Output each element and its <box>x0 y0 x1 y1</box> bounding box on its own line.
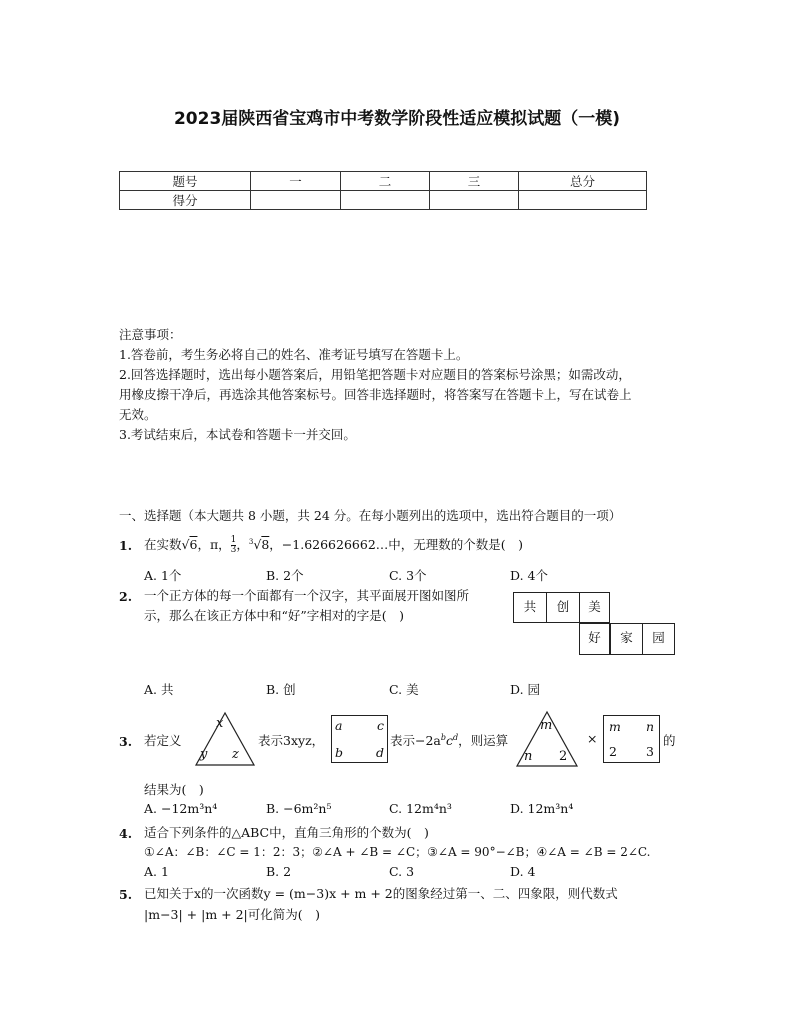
q3-text: 表示−2a <box>390 733 441 748</box>
rect1-bl: b <box>335 745 344 760</box>
option-b: B. 2 <box>266 864 292 879</box>
net-cell-chuang: 创 <box>546 592 580 623</box>
notice-heading: 注意事项： <box>119 327 182 342</box>
q4-line2: ①∠A：∠B：∠C = 1：2：3；②∠A + ∠B = ∠C；③∠A = 90°−∠B；④∠A = ∠B = 2∠C. <box>144 845 651 859</box>
question-2-stem <box>144 586 469 626</box>
option-c: C. 3个 <box>389 568 427 583</box>
option-c: C. 12m⁴n³ <box>389 801 452 816</box>
sqrt6-expression: √6 <box>181 537 198 552</box>
score-table-score-row <box>120 191 647 210</box>
notice-line: 用橡皮擦干净后，再选涂其他答案标号。回答非选择题时，将答案写在答题卡上，写在试卷上 <box>119 387 632 402</box>
q1-text: ，−1.626626662…中，无理数的个数是( ) <box>269 537 524 552</box>
score-header-cell: 一 <box>251 172 341 191</box>
question-number: 3. <box>119 734 133 749</box>
option-d: D. 4个 <box>510 568 548 583</box>
option-b: B. 创 <box>266 682 296 697</box>
net-cell-yuan: 园 <box>642 623 675 655</box>
option-d: D. 12m³n⁴ <box>510 801 574 816</box>
page-title: 2023届陕西省宝鸡市中考数学阶段性适应模拟试题（一模) <box>173 109 621 129</box>
score-header-cell: 题号 <box>120 172 251 191</box>
rect2-tl: m <box>609 719 621 734</box>
notice-line: 无效。 <box>119 407 157 422</box>
net-cell-jia: 家 <box>610 623 643 655</box>
score-cell <box>341 191 430 210</box>
q2-line: 示，那么在该正方体中和“好”字相对的字是( ) <box>144 608 405 623</box>
tri2-left-label: n <box>524 749 533 764</box>
q3-formula <box>390 731 508 749</box>
section-title: 一、选择题（本大题共 8 小题，共 24 分。在每小题列出的选项中，选出符合题目的一项） <box>119 508 622 523</box>
option-b: B. −6m²n⁵ <box>266 801 332 816</box>
question-number: 2. <box>119 589 133 604</box>
rect1-tl: a <box>335 718 343 733</box>
option-a: A. −12m³n⁴ <box>144 801 218 816</box>
question-1-stem <box>144 535 523 555</box>
matrix-box-mn23 <box>603 715 660 763</box>
tri2-top-label: m <box>540 718 553 733</box>
option-a: A. 共 <box>144 682 174 697</box>
rect2-tr: n <box>645 719 654 734</box>
rect1-tr: c <box>376 718 384 733</box>
score-cell <box>251 191 341 210</box>
tri1-left-label: y <box>200 747 208 762</box>
fraction-one-third: $\frac{1}{3}$ <box>230 535 237 555</box>
tri1-right-label: z <box>232 747 239 762</box>
net-cell-mei: 美 <box>579 592 610 623</box>
q3-text: 的 <box>663 733 676 748</box>
option-c: C. 美 <box>389 682 419 697</box>
score-header-cell: 二 <box>341 172 430 191</box>
option-a: A. 1个 <box>144 568 182 583</box>
option-b: B. 2个 <box>266 568 304 583</box>
notice-line: 2.回答选择题时，选出每小题答案后，用铅笔把答题卡对应题目的答案标号涂黑；如需改动， <box>119 367 631 382</box>
notice-line: 3.考试结束后，本试卷和答题卡一并交回。 <box>119 427 356 442</box>
q1-text: 在实数 <box>144 537 182 552</box>
score-cell <box>519 191 647 210</box>
score-header-cell: 总分 <box>519 172 647 191</box>
score-table-header-row <box>120 172 647 191</box>
score-cell <box>430 191 519 210</box>
q4-line1: 适合下列条件的△ABC中，直角三角形的个数为( ) <box>144 825 429 840</box>
q1-text: ，π， <box>197 537 231 552</box>
question-number: 5. <box>119 887 133 902</box>
q5-line1: 已知关于x的一次函数y = (m−3)x + m + 2的图象经过第一、二、四象限，则代数式 <box>144 886 618 901</box>
score-table <box>119 171 647 210</box>
rect2-br: 3 <box>646 744 654 759</box>
option-c: C. 3 <box>389 864 415 879</box>
rect2-bl: 2 <box>609 744 617 759</box>
q5-line2: |m−3| + |m + 2|可化简为( ) <box>144 907 321 922</box>
q3-line2: 结果为( ) <box>144 782 204 797</box>
question-number: 1. <box>119 538 133 553</box>
score-header-cell: 三 <box>430 172 519 191</box>
times-sign: × <box>587 731 598 746</box>
net-cell-hao: 好 <box>579 623 610 655</box>
q3-superscript: d <box>453 732 459 742</box>
q1-text: ， <box>236 537 249 552</box>
q3-text: 表示3xyz， <box>258 733 325 748</box>
q3-superscript: b <box>440 732 447 742</box>
question-number: 4. <box>119 826 133 841</box>
score-row-label: 得分 <box>120 191 251 210</box>
option-d: D. 园 <box>510 682 541 697</box>
q3-text: 若定义 <box>144 733 182 748</box>
notice-section <box>119 325 632 445</box>
option-d: D. 4 <box>510 864 536 879</box>
tri1-top-label: x <box>216 716 224 731</box>
notice-line: 1.答卷前，考生务必将自己的姓名、准考证号填写在答题卡上。 <box>119 347 469 362</box>
option-a: A. 1 <box>144 864 169 879</box>
tri2-right-label: 2 <box>559 749 568 764</box>
q3-text: ，则运算 <box>458 733 509 748</box>
cbrt8-expression: $^3$√8 <box>248 537 270 552</box>
q2-line: 一个正方体的每一个面都有一个汉字，其平面展开图如图所 <box>144 588 470 603</box>
net-cell-gong: 共 <box>513 592 547 623</box>
q3-text: c <box>446 733 454 748</box>
matrix-box-abcd <box>331 715 388 763</box>
rect1-br: d <box>375 745 384 760</box>
